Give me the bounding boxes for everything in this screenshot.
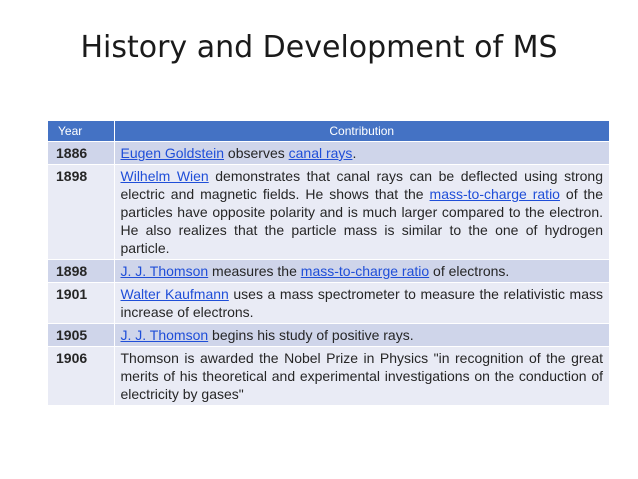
contribution-cell <box>114 324 609 347</box>
contribution-cell <box>114 260 609 283</box>
contribution-cell <box>114 142 609 165</box>
table-row <box>48 347 609 406</box>
contribution-text: uses a mass spectrometer to measure the relativistic mass increase of electrons. <box>120 286 603 320</box>
table-row <box>48 142 609 165</box>
year-cell: 1898 <box>48 165 114 260</box>
contribution-link[interactable]: Walter Kaufmann <box>120 286 229 302</box>
year-cell: 1901 <box>48 283 114 324</box>
contribution-text: of electrons. <box>429 263 510 279</box>
contribution-link[interactable]: canal rays <box>288 145 353 161</box>
contribution-cell <box>114 347 609 406</box>
contribution-cell <box>114 165 609 260</box>
year-cell: 1905 <box>48 324 114 347</box>
table-row <box>48 324 609 347</box>
contribution-text: begins his study of positive rays. <box>208 327 414 343</box>
contribution-text: of the particles have opposite polarity and is much larger compared to the electron. He also realizes that the particle mass is similar to the one of hydrogen particle. <box>120 186 603 256</box>
table-row <box>48 283 609 324</box>
slide-title: History and Development of MS <box>80 30 558 65</box>
year-cell: 1898 <box>48 260 114 283</box>
contribution-link[interactable]: Wilhelm Wien <box>120 168 209 184</box>
year-cell: 1906 <box>48 347 114 406</box>
contribution-text: measures the <box>208 263 301 279</box>
history-table <box>48 121 609 405</box>
table-header-row <box>48 121 609 142</box>
table-row <box>48 165 609 260</box>
contribution-text: . <box>352 145 357 161</box>
contribution-text: observes <box>224 145 289 161</box>
contribution-column-header: Contribution <box>114 121 609 142</box>
contribution-cell <box>114 283 609 324</box>
contribution-text: Thomson is awarded the Nobel Prize in Physics "in recognition of the great merits of his theoretical and experimental investigations on the conduction of electricity by gases" <box>120 350 603 402</box>
contribution-link[interactable]: J. J. Thomson <box>120 263 209 279</box>
contribution-text: demonstrates that canal rays can be deflected using strong electric and magnetic fields. He shows that the <box>120 168 603 202</box>
year-column-header: Year <box>48 121 114 142</box>
contribution-link[interactable]: mass-to-charge ratio <box>429 186 560 202</box>
contribution-link[interactable]: Eugen Goldstein <box>120 145 225 161</box>
contribution-link[interactable]: mass-to-charge ratio <box>300 263 430 279</box>
contribution-link[interactable]: J. J. Thomson <box>120 327 209 343</box>
year-cell: 1886 <box>48 142 114 165</box>
table-row <box>48 260 609 283</box>
